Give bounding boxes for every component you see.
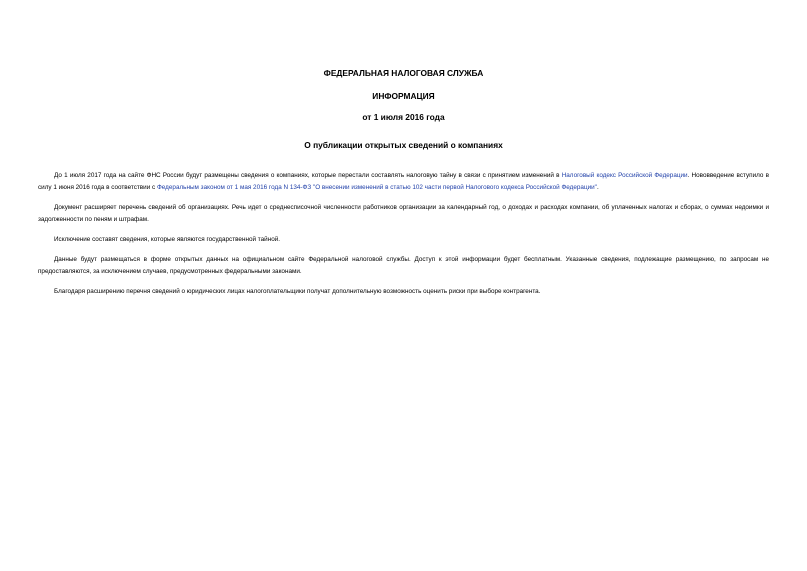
- federal-law-link[interactable]: Федеральным законом от 1 мая 2016 года N 134-ФЗ "О внесении изменений в статью 102 части первой Налогового кодекса Российской Федерации": [156, 183, 597, 191]
- paragraph-1-text-a: До 1 июля 2017 года на сайте ФНС России будут размещены сведения о компаниях, которые перестали составлять налоговую тайну в связи с принятием изменений в: [54, 172, 562, 179]
- paragraph-2: [38, 202, 769, 225]
- paragraph-4: [38, 254, 769, 277]
- paragraph-2-text: Документ расширяет перечень сведений об организациях. Речь идет о среднесписочной численности работников организации за календарный год, о доходах и расходах компании, об уплаченных налогах и сборах, о суммах недоимки и задолженности по пеням и штрафам.: [38, 204, 769, 223]
- document-date: от 1 июля 2016 года: [362, 112, 445, 122]
- tax-code-link[interactable]: Налоговый кодекс Российской Федерации: [561, 172, 688, 179]
- paragraph-1-text-c: .: [596, 183, 599, 191]
- paragraph-4-text: Данные будут размещаться в форме открытых данных на официальном сайте Федеральной налоговой службы. Доступ к этой информации будет бесплатным. Указанные сведения, подлежащие размещению, по запросам не предоставляются, за исключением случаев, предусмотренных федеральными законами.: [38, 256, 769, 275]
- paragraph-3-text: Исключение составят сведения, которые являются государственной тайной.: [54, 236, 281, 243]
- paragraph-5: [38, 286, 769, 298]
- paragraph-5-text: Благодаря расширению перечня сведений о юридических лицах налогоплательщики получат дополнительную возможность оценить риски при выборе контрагента.: [54, 288, 541, 295]
- document-title: О публикации открытых сведений о компаниях: [304, 140, 503, 150]
- paragraph-1-text-b: . Нововведение вступило в силу 1 июня 2016 года в соответствии с: [38, 172, 769, 191]
- document-type-heading: ИНФОРМАЦИЯ: [372, 91, 435, 101]
- paragraph-1: [38, 170, 769, 193]
- paragraph-3: [38, 234, 769, 246]
- agency-heading: ФЕДЕРАЛЬНАЯ НАЛОГОВАЯ СЛУЖБА: [323, 68, 484, 78]
